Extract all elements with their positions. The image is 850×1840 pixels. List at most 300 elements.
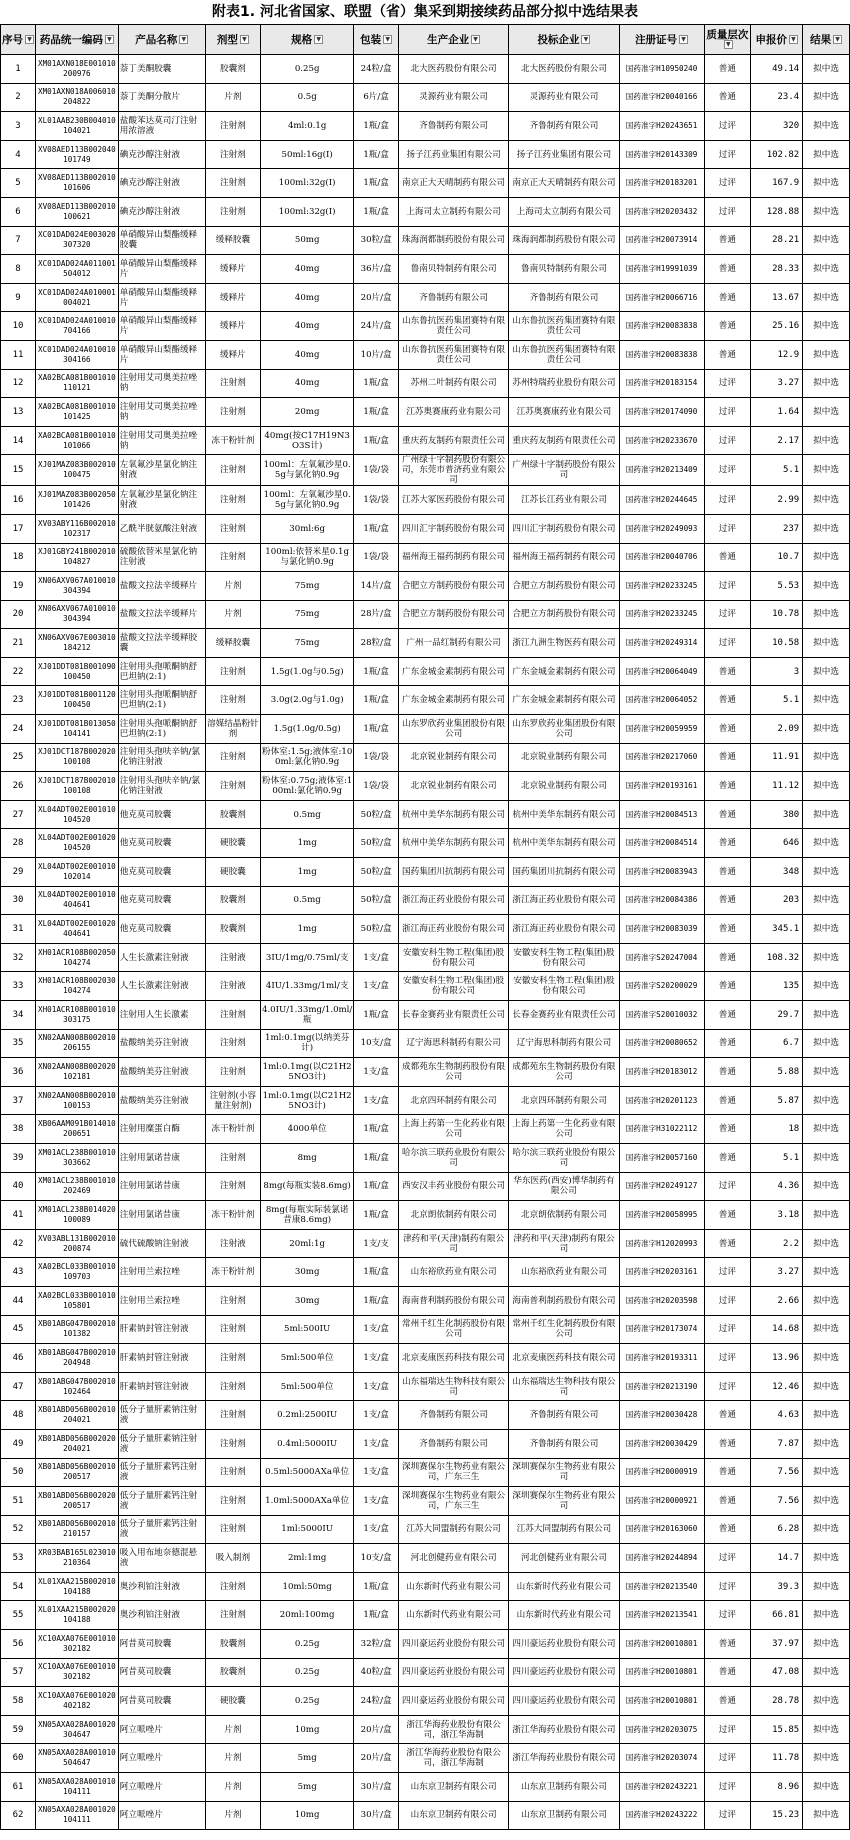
drug-code: XV08AED113B002010100621 [36,197,119,226]
bid-price: 47.08 [751,1658,803,1687]
quality-level: 普通 [704,972,751,1001]
manufacturer: 北京四环制药有限公司 [398,1086,508,1115]
bidding-company: 上海司太立制药有限公司 [509,197,619,226]
column-header [398,25,508,55]
drug-code: XN02AAN008B002010100153 [36,1086,119,1115]
bidding-company: 南京正大天晴制药有限公司 [509,169,619,198]
bidding-company: 浙江九洲生物医药有限公司 [509,629,619,658]
quality-level: 过评 [704,169,751,198]
dosage-form: 注射剂 [205,514,260,543]
drug-code: XN02AAN008B002010206155 [36,1029,119,1058]
package: 1瓶/盒 [354,686,399,715]
bid-price: 3 [751,657,803,686]
drug-code: XL04ADT002E001010104520 [36,800,119,829]
table-row [1,1372,850,1401]
package: 40粒/盒 [354,1658,399,1687]
row-index: 60 [1,1744,36,1773]
drug-code: XC10AXA076E001020402182 [36,1687,119,1716]
quality-level: 过评 [704,600,751,629]
manufacturer: 山东新时代药业有限公司 [398,1601,508,1630]
package: 10支/盒 [354,1029,399,1058]
bid-price: 646 [751,829,803,858]
table-row [1,1086,850,1115]
result: 拟中选 [803,369,850,398]
bidding-company: 安徽安科生物工程(集团)股份有限公司 [509,972,619,1001]
registration-number: 国药准字H19991039 [619,255,704,284]
row-index: 52 [1,1515,36,1544]
result: 拟中选 [803,1401,850,1430]
dosage-form: 硬胶囊 [205,1687,260,1716]
filter-dropdown-icon[interactable]: ▼ [471,35,480,44]
row-index: 17 [1,514,36,543]
manufacturer: 国药集团川抗制药有限公司 [398,858,508,887]
bid-price: 7.87 [751,1429,803,1458]
table-row [1,1687,850,1716]
quality-level: 普通 [704,55,751,84]
table-row [1,1773,850,1802]
row-index: 18 [1,543,36,572]
drug-code: XN02AAN008B002020102181 [36,1058,119,1087]
table-row [1,886,850,915]
registration-number: 国药准字H20057160 [619,1143,704,1172]
column-header-label: 序号 [2,33,23,46]
package: 1瓶/盒 [354,1572,399,1601]
table-row [1,369,850,398]
table-row [1,1401,850,1430]
result: 拟中选 [803,55,850,84]
column-header [1,25,36,55]
table-row [1,140,850,169]
bidding-company: 山东鲁抗医药集团赛特有限责任公司 [509,312,619,341]
bid-price: 23.4 [751,83,803,112]
quality-level: 普通 [704,829,751,858]
table-row [1,1258,850,1287]
row-index: 47 [1,1372,36,1401]
registration-number: 国药准字H20183012 [619,1058,704,1087]
registration-number: 国药准字H20064052 [619,686,704,715]
bid-price: 5.87 [751,1086,803,1115]
filter-dropdown-icon[interactable]: ▼ [105,35,114,44]
manufacturer: 广东金城金素制药有限公司 [398,686,508,715]
filter-dropdown-icon[interactable]: ▼ [581,35,590,44]
quality-level: 普通 [704,283,751,312]
table-row [1,1801,850,1830]
table-row [1,1344,850,1373]
result: 拟中选 [803,772,850,801]
quality-level: 普通 [704,743,751,772]
bid-price: 203 [751,886,803,915]
bidding-company: 重庆药友制药有限责任公司 [509,426,619,455]
registration-number: 国药准字H20059959 [619,715,704,744]
dosage-form: 注射剂 [205,1487,260,1516]
result: 拟中选 [803,829,850,858]
manufacturer: 哈尔滨三联药业股份有限公司 [398,1143,508,1172]
bidding-company: 国药集团川抗制药有限公司 [509,858,619,887]
row-index: 27 [1,800,36,829]
bid-price: 25.16 [751,312,803,341]
quality-level: 普通 [704,255,751,284]
row-index: 15 [1,455,36,486]
quality-level: 过评 [704,514,751,543]
specification: 100ml:依替米星0.1g与氯化钠0.9g [260,543,353,572]
row-index: 31 [1,915,36,944]
package: 1支/盒 [354,1429,399,1458]
results-table [0,24,850,1830]
table-row [1,55,850,84]
quality-level: 过评 [704,1744,751,1773]
dosage-form: 注射剂 [205,1601,260,1630]
product-name: 阿立哌唑片 [118,1773,205,1802]
table-row [1,1172,850,1201]
bid-price: 2.2 [751,1229,803,1258]
result: 拟中选 [803,1801,850,1830]
specification: 0.4ml:5000IU [260,1429,353,1458]
bid-price: 11.12 [751,772,803,801]
result: 拟中选 [803,140,850,169]
result: 拟中选 [803,657,850,686]
registration-number: 国药准字H20010801 [619,1687,704,1716]
dosage-form: 缓释胶囊 [205,226,260,255]
bidding-company: 深圳赛保尔生物药业有限公司 [509,1487,619,1516]
row-index: 62 [1,1801,36,1830]
row-index: 41 [1,1201,36,1230]
specification: 1mg [260,858,353,887]
result: 拟中选 [803,1286,850,1315]
drug-code: XL01AAB230B004010104021 [36,112,119,141]
result: 拟中选 [803,1715,850,1744]
manufacturer: 合肥立方制药股份有限公司 [398,572,508,601]
bid-price: 2.99 [751,486,803,515]
table-row [1,1315,850,1344]
drug-code: XR03BAB165L023010210364 [36,1544,119,1573]
bid-price: 10.7 [751,543,803,572]
drug-code: XA02BCL033B001010109703 [36,1258,119,1287]
bidding-company: 长春金赛药业有限责任公司 [509,1001,619,1030]
result: 拟中选 [803,1544,850,1573]
bid-price: 5.1 [751,686,803,715]
row-index: 1 [1,55,36,84]
specification: 0.25g [260,1687,353,1716]
table-row [1,829,850,858]
bidding-company: 广东金城金素制药有限公司 [509,686,619,715]
filter-dropdown-icon[interactable]: ▼ [679,35,688,44]
dosage-form: 注射剂 [205,486,260,515]
specification: 8mg [260,1143,353,1172]
bidding-company: 福州海王福药制药有限公司 [509,543,619,572]
bid-price: 345.1 [751,915,803,944]
dosage-form: 注射剂 [205,543,260,572]
manufacturer: 广东金城金素制药有限公司 [398,657,508,686]
result: 拟中选 [803,858,850,887]
product-name: 肝素钠封管注射液 [118,1315,205,1344]
drug-code: XJ01GBY241B002010104827 [36,543,119,572]
drug-code: XL04ADT002E001020404641 [36,915,119,944]
bid-price: 5.1 [751,455,803,486]
product-name: 注射用糜蛋白酶 [118,1115,205,1144]
filter-dropdown-icon[interactable]: ▼ [833,35,842,44]
specification: 粉体室:1.5g;液体室:100ml:氯化钠0.9g [260,743,353,772]
row-index: 28 [1,829,36,858]
drug-code: XB01ABG047B002010102464 [36,1372,119,1401]
manufacturer: 重庆药友制药有限责任公司 [398,426,508,455]
package: 1瓶/盒 [354,369,399,398]
quality-level: 普通 [704,1487,751,1516]
product-name: 注射用头孢哌酮钠舒巴坦钠(2:1) [118,686,205,715]
registration-number: 国药准字H10950240 [619,55,704,84]
product-name: 注射用艾司奥美拉唑钠 [118,398,205,427]
dosage-form: 硬胶囊 [205,858,260,887]
row-index: 16 [1,486,36,515]
table-row [1,197,850,226]
bid-price: 5.1 [751,1143,803,1172]
filter-dropdown-icon[interactable]: ▼ [314,35,323,44]
registration-number: 国药准字H20244645 [619,486,704,515]
filter-dropdown-icon[interactable]: ▼ [383,35,392,44]
product-name: 他克莫司胶囊 [118,800,205,829]
bidding-company: 四川豪运药业股份有限公司 [509,1658,619,1687]
dosage-form: 缓释片 [205,255,260,284]
specification: 3IU/1mg/0.75ml/支 [260,943,353,972]
row-index: 38 [1,1115,36,1144]
bidding-company: 山东福瑞达生物科技有限公司 [509,1372,619,1401]
bidding-company: 合肥立方制药股份有限公司 [509,600,619,629]
drug-code: XC01DAD024A011001504012 [36,255,119,284]
specification: 5ml:500单位 [260,1344,353,1373]
manufacturer: 四川豪运药业股份有限公司 [398,1630,508,1659]
row-index: 25 [1,743,36,772]
table-row [1,283,850,312]
registration-number: 国药准字H20163060 [619,1515,704,1544]
bidding-company: 常州千红生化制药股份有限公司 [509,1315,619,1344]
manufacturer: 齐鲁制药有限公司 [398,1401,508,1430]
filter-dropdown-icon[interactable]: ▼ [179,35,188,44]
bid-price: 15.23 [751,1801,803,1830]
bid-price: 49.14 [751,55,803,84]
column-header-label: 药品统一编码 [39,33,103,46]
bid-price: 4.36 [751,1172,803,1201]
quality-level: 普通 [704,686,751,715]
row-index: 24 [1,715,36,744]
dosage-form: 冻干粉针剂 [205,1201,260,1230]
quality-level: 普通 [704,226,751,255]
dosage-form: 注射液 [205,972,260,1001]
row-index: 58 [1,1687,36,1716]
registration-number: 国药准字H20203074 [619,1744,704,1773]
table-row [1,657,850,686]
bidding-company: 北京麦康医药科技有限公司 [509,1344,619,1373]
bid-price: 320 [751,112,803,141]
registration-number: 国药准字H20244894 [619,1544,704,1573]
bidding-company: 浙江海正药业股份有限公司 [509,886,619,915]
specification: 1mg [260,829,353,858]
result: 拟中选 [803,686,850,715]
filter-dropdown-icon[interactable]: ▼ [724,40,733,49]
manufacturer: 上海上药第一生化药业有限公司 [398,1115,508,1144]
table-row [1,426,850,455]
column-header-label: 注册证号 [635,33,678,46]
header-row [1,25,850,55]
registration-number: 国药准字H20040706 [619,543,704,572]
dosage-form: 片剂 [205,83,260,112]
product-name: 单硝酸异山梨酯缓释胶囊 [118,226,205,255]
table-row [1,1001,850,1030]
row-index: 8 [1,255,36,284]
product-name: 注射用氯诺昔康 [118,1201,205,1230]
product-name: 注射用头孢哌酮钠舒巴坦钠(2:1) [118,657,205,686]
manufacturer: 山东鲁抗医药集团赛特有限责任公司 [398,312,508,341]
row-index: 30 [1,886,36,915]
dosage-form: 胶囊剂 [205,915,260,944]
dosage-form: 注射剂 [205,1344,260,1373]
product-name: 奥沙利铂注射液 [118,1601,205,1630]
result: 拟中选 [803,83,850,112]
manufacturer: 四川豪运药业股份有限公司 [398,1687,508,1716]
product-name: 左氧氟沙星氯化钠注射液 [118,455,205,486]
row-index: 59 [1,1715,36,1744]
table-row [1,1658,850,1687]
row-index: 22 [1,657,36,686]
specification: 1ml:0.1mg(以C21H25NO3计) [260,1058,353,1087]
package: 50粒/盒 [354,886,399,915]
package: 1瓶/盒 [354,1001,399,1030]
result: 拟中选 [803,514,850,543]
result: 拟中选 [803,1601,850,1630]
dosage-form: 注射剂 [205,686,260,715]
bid-price: 12.46 [751,1372,803,1401]
registration-number: 国药准字S20200029 [619,972,704,1001]
column-header-label: 产品名称 [135,33,178,46]
bid-price: 102.82 [751,140,803,169]
specification: 10ml:50mg [260,1572,353,1601]
bid-price: 3.18 [751,1201,803,1230]
dosage-form: 胶囊剂 [205,1630,260,1659]
quality-level: 普通 [704,772,751,801]
table-row [1,1286,850,1315]
package: 1袋/袋 [354,455,399,486]
specification: 4IU/1.33mg/1ml/支 [260,972,353,1001]
quality-level: 过评 [704,1801,751,1830]
result: 拟中选 [803,1115,850,1144]
result: 拟中选 [803,112,850,141]
registration-number: 国药准字H20030429 [619,1429,704,1458]
row-index: 9 [1,283,36,312]
manufacturer: 北大医药股份有限公司 [398,55,508,84]
package: 1袋/袋 [354,743,399,772]
package: 6片/盒 [354,83,399,112]
result: 拟中选 [803,1372,850,1401]
table-row [1,1715,850,1744]
quality-level: 过评 [704,112,751,141]
column-header [205,25,260,55]
table-row [1,772,850,801]
package: 1瓶/盒 [354,112,399,141]
registration-number: 国药准字H20083838 [619,340,704,369]
manufacturer: 安徽安科生物工程(集团)股份有限公司 [398,972,508,1001]
filter-dropdown-icon[interactable]: ▼ [25,35,34,44]
package: 1支/盒 [354,972,399,1001]
dosage-form: 片剂 [205,600,260,629]
manufacturer: 浙江华海药业股份有限公司，浙江华海制 [398,1744,508,1773]
manufacturer: 扬子江药业集团有限公司 [398,140,508,169]
bid-price: 14.68 [751,1315,803,1344]
package: 24粒/盒 [354,55,399,84]
result: 拟中选 [803,1687,850,1716]
registration-number: 国药准字H20183201 [619,169,704,198]
bidding-company: 齐鲁制药有限公司 [509,283,619,312]
bidding-company: 北京朗依制药有限公司 [509,1201,619,1230]
row-index: 3 [1,112,36,141]
bid-price: 380 [751,800,803,829]
filter-dropdown-icon[interactable]: ▼ [240,35,249,44]
drug-code: XN06AXV067E003010184212 [36,629,119,658]
registration-number: 国药准字H20243221 [619,1773,704,1802]
dosage-form: 注射剂 [205,455,260,486]
bid-price: 108.32 [751,943,803,972]
drug-code: XN05AXA028A001020104111 [36,1801,119,1830]
drug-code: XC10AXA076E001010302182 [36,1658,119,1687]
registration-number: 国药准字H20084514 [619,829,704,858]
result: 拟中选 [803,1773,850,1802]
quality-level: 过评 [704,197,751,226]
bid-price: 5.88 [751,1058,803,1087]
registration-number: 国药准字H20058995 [619,1201,704,1230]
drug-code: XB01ABD056B002010204021 [36,1401,119,1430]
specification: 75mg [260,572,353,601]
bid-price: 5.53 [751,572,803,601]
specification: 0.5mg [260,800,353,829]
manufacturer: 鲁南贝特制药有限公司 [398,255,508,284]
product-name: 注射用氯诺昔康 [118,1172,205,1201]
bidding-company: 合肥立方制药股份有限公司 [509,572,619,601]
dosage-form: 注射剂 [205,1458,260,1487]
dosage-form: 注射剂 [205,112,260,141]
quality-level: 普通 [704,1029,751,1058]
result: 拟中选 [803,312,850,341]
row-index: 50 [1,1458,36,1487]
package: 1支/盒 [354,1315,399,1344]
specification: 2ml:1mg [260,1544,353,1573]
registration-number: 国药准字H20193311 [619,1344,704,1373]
result: 拟中选 [803,1058,850,1087]
specification: 5ml:500单位 [260,1372,353,1401]
bid-price: 2.17 [751,426,803,455]
quality-level: 过评 [704,572,751,601]
filter-dropdown-icon[interactable]: ▼ [789,35,798,44]
table-row [1,543,850,572]
manufacturer: 灵源药业有限公司 [398,83,508,112]
result: 拟中选 [803,1572,850,1601]
row-index: 34 [1,1001,36,1030]
specification: 1.0ml:5000AXa单位 [260,1487,353,1516]
drug-code: XH01ACR108B001010303175 [36,1001,119,1030]
manufacturer: 深圳赛保尔生物药业有限公司，广东三生 [398,1487,508,1516]
drug-code: XJ01MAZ083B002010100475 [36,455,119,486]
specification: 40mg [260,340,353,369]
specification: 20mg [260,398,353,427]
table-body [1,55,850,1830]
bidding-company: 杭州中美华东制药有限公司 [509,800,619,829]
package: 1瓶/盒 [354,197,399,226]
dosage-form: 吸入制剂 [205,1544,260,1573]
row-index: 56 [1,1630,36,1659]
result: 拟中选 [803,1229,850,1258]
bidding-company: 珠海润都制药股份有限公司 [509,226,619,255]
bid-price: 13.67 [751,283,803,312]
table-row [1,1201,850,1230]
row-index: 36 [1,1058,36,1087]
column-header-label: 质量层次 [706,28,749,41]
bid-price: 6.7 [751,1029,803,1058]
